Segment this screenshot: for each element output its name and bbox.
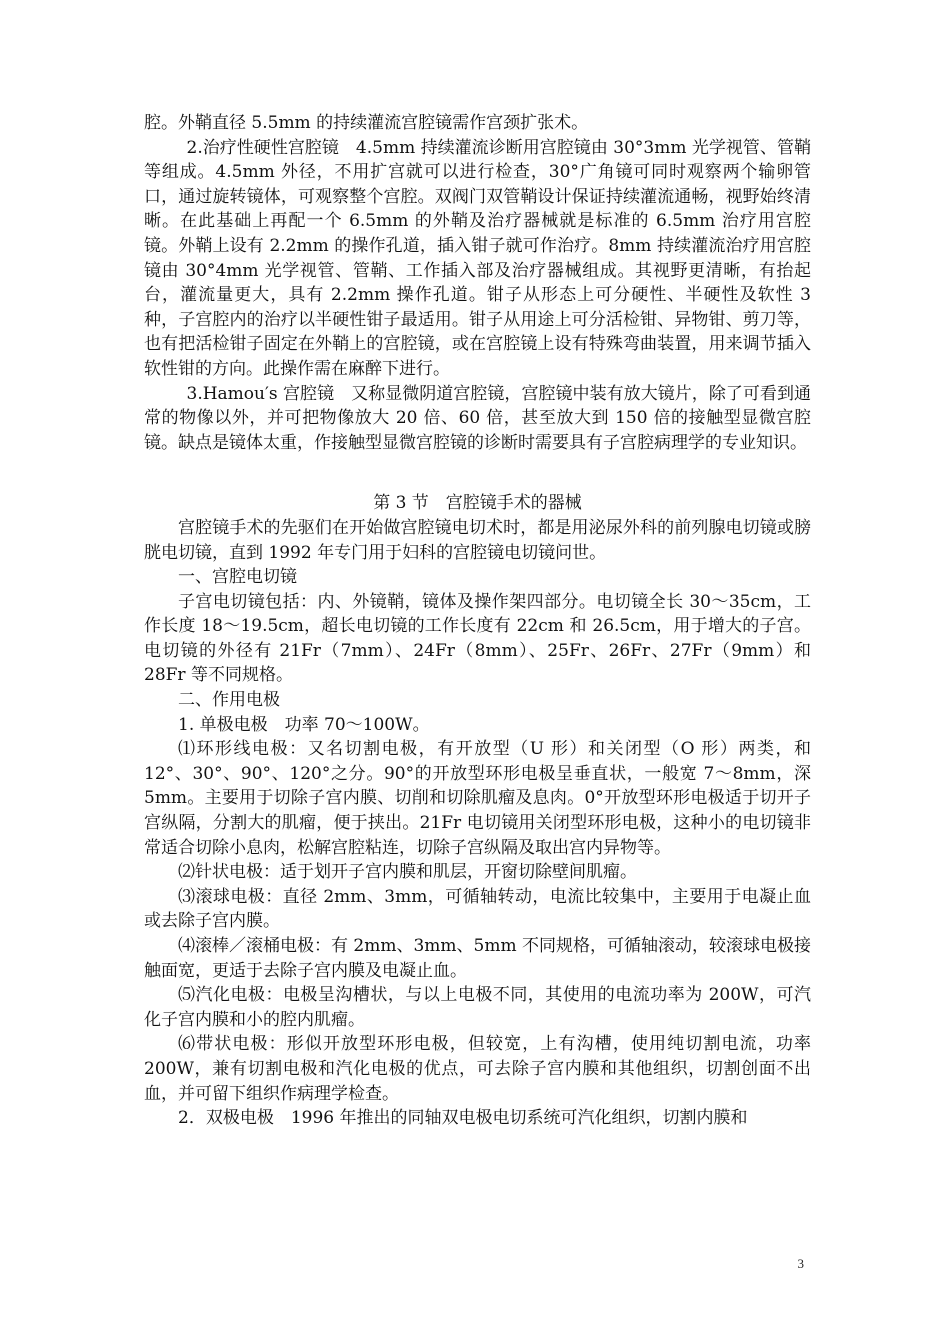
subheading: 二、作用电极 bbox=[178, 690, 280, 711]
paragraph: ⑵针状电极：适于划开子宫内膜和肌层，开窗切除壁间肌瘤。 bbox=[178, 862, 637, 883]
paragraph: 2.治疗性硬性宫腔镜 4.5mm 持续灌流诊断用宫腔镜由 30°3mm 光学视管、管鞘等组成。4.5mm 外径，不用扩宫就可以进行检查，30°广角镜可同时观察两个输卵管口，通过旋转镜体，可观察整个宫腔。双阀门双管鞘设计保证持续灌流通畅，视野始终清晰。在此基础上再配一个 6.5mm 的外鞘及治疗器械就是标准的 6.5mm 治疗用宫腔镜。外鞘上设有 2.2mm 的操作孔道，插入钳子就可作治疗。8mm 持续灌流治疗用宫腔镜由 30°4mm 光学视管、管鞘、工作插入部及治疗器械组成。其视野更清晰，有抬起台，灌流量更大，具有 2.2mm 操作孔道。钳子从形态上可分硬性、半硬性及软性 3 种，子宫腔内的治疗以半硬性钳子最适用。钳子从用途上可分活检钳、异物钳、剪刀等，也有把活检钳子固定在外鞘上的宫腔镜，或在宫腔镜上设有特殊弯曲装置，用来调节插入软性钳的方向。此操作需在麻醉下进行。 bbox=[144, 137, 811, 379]
paragraph: 1. 单极电极 功率 70～100W。 bbox=[178, 714, 430, 735]
paragraph: ⑴环形线电极：又名切割电极，有开放型（U 形）和关闭型（O 形）两类，和 12°、30°、90°、120°之分。90°的开放型环形电极呈垂直状，一般宽 7～8mm，深 5mm。主要用于切除子宫内膜、切削和切除肌瘤及息肉。0°开放型环形电极适于切开子宫纵隔，分割大的肌瘤，便于挟出。21Fr 电切镜用关闭型环形电极，这种小的电切镜非常适合切除小息肉，松解宫腔粘连，切除子宫纵隔及取出宫内异物等。 bbox=[144, 739, 811, 858]
paragraph: ⑸汽化电极：电极呈沟槽状，与以上电极不同，其使用的电流功率为 200W，可汽化子宫内膜和小的腔内肌瘤。 bbox=[144, 985, 811, 1030]
paragraph: ⑹带状电极：形似开放型环形电极，但较宽，上有沟槽，使用纯切割电流，功率 200W，兼有切割电极和汽化电极的优点，可去除子宫内膜和其他组织，切割创面不出血，并可留下组织作病理学检查。 bbox=[144, 1034, 811, 1104]
paragraph: 2．双极电极 1996 年推出的同轴双电极电切系统可汽化组织，切割内膜和 bbox=[178, 1108, 748, 1129]
page-number: 3 bbox=[797, 1256, 804, 1271]
paragraph: 腔。外鞘直径 5.5mm 的持续灌流宫腔镜需作宫颈扩张术。 bbox=[144, 113, 589, 133]
paragraph: 子宫电切镜包括：内、外镜鞘，镜体及操作架四部分。电切镜全长 30～35cm，工作长度 18～19.5cm，超长电切镜的工作长度有 22cm 和 26.5cm，用于增大的子宫。电切镜的外径有 21Fr（7mm）、24Fr（8mm）、25Fr、26Fr、27Fr（9mm）和 28Fr 等不同规格。 bbox=[144, 591, 811, 686]
paragraph: ⑷滚棒／滚桶电极：有 2mm、3mm、5mm 不同规格，可循轴滚动，较滚球电极接触面宽，更适于去除子宫内膜及电凝止血。 bbox=[144, 936, 811, 981]
subheading: 一、宫腔电切镜 bbox=[178, 567, 297, 588]
paragraph: 3.Hamou′s 宫腔镜 又称显微阴道宫腔镜，宫腔镜中装有放大镜片，除了可看到通常的物像以外，并可把物像放大 20 倍、60 倍，甚至放大到 150 倍的接触型显微宫腔镜。缺点是镜体太重，作接触型显微宫腔镜的诊断时需要具有子宫腔病理学的专业知识。 bbox=[144, 383, 811, 453]
paragraph: ⑶滚球电极：直径 2mm、3mm，可循轴转动，电流比较集中，主要用于电凝止血或去除子宫内膜。 bbox=[144, 886, 811, 932]
paragraph: 宫腔镜手术的先驱们在开始做宫腔镜电切术时，都是用泌尿外科的前列腺电切镜或膀胱电切镜，直到 1992 年专门用于妇科的宫腔镜电切镜问世。 bbox=[144, 517, 811, 563]
document-body bbox=[144, 111, 811, 1131]
section-heading: 第 3 节 宫腔镜手术的器械 bbox=[373, 493, 582, 514]
